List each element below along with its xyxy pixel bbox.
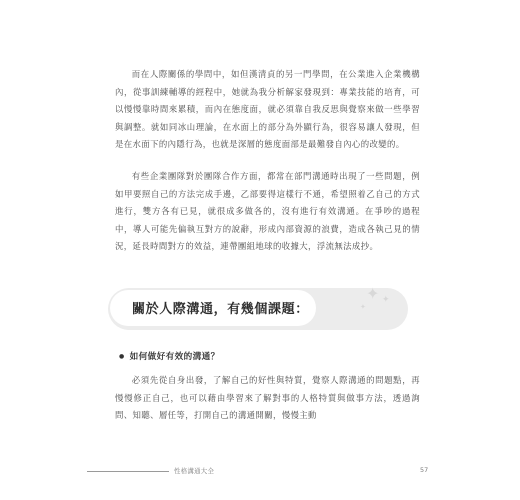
question-text: 如何做好有效的溝通？: [129, 352, 220, 362]
section-title: 關於人際溝通，有幾個課題：: [132, 302, 309, 317]
bullet-icon: ●: [119, 353, 125, 360]
sparkle-small-icon: ✦: [382, 295, 390, 305]
sparkle-icon: ✦: [366, 284, 380, 303]
question-heading: [119, 350, 220, 362]
body-paragraph-3: 必須先從自身出發，了解自己的好性與特質，覺察人際溝通的問題點，再慢慢修正自己，也可以藉由學習來了解對事的人格特質與做事方法，透過詢問、知聽、層任等，打開自己的溝通開關，慢慢主動: [115, 375, 420, 420]
footer-book-title: 性格溝通大全: [174, 467, 215, 475]
footer-rule: [87, 471, 169, 472]
page-number: 57: [420, 466, 429, 474]
body-paragraph-1: 而在人際關係的學問中，如但漢清貞的另一門學問，在公業進入企業機構內，從事訓練輔導的經程中，她就為我分析解家發現到：專業技能的培育，可以慢慢靠時間來累積，而內在態度面，就必須靠自我反思與覺察來做一些學習與調整。就如同冰山理論，在水面上的部分為外顯行為，很容易讓人發現，但是在水面下的內隱行為，也就是深層的態度面部是最難發自內心的改變的。: [115, 69, 420, 149]
sparkle-tiny-icon: ✦: [360, 303, 366, 311]
body-paragraph-2: 有些企業團隊對於團隊合作方面，都常在部門溝通時出現了一些問題，例如甲要照自己的方法完成手邊，乙部要得這樣行不通，希望照着乙自己的方式進行，雙方各有已見，就很成多做各的，沒有進行有效溝通。在爭吵的過程中，導人可能先偏執互對方的說辭，形成內部資源的浪費，造成各執己見的情況，延長時間對方的效益，連帶團組地球的收據大，浮流無法成抄。: [115, 171, 420, 251]
